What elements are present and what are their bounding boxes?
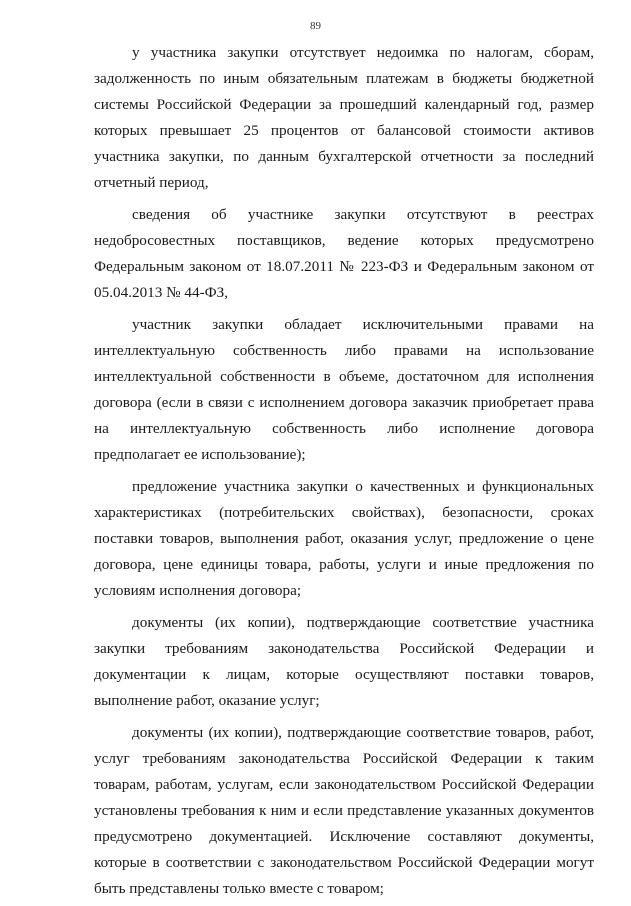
- paragraph-tax-arrears: у участника закупки отсутствует недоимка по налогам, сборам, задолженность по иным обязательным платежам в бюджеты бюджетной системы Российской Федерации за прошедший календарный год, размер которых превышает 25 процентов от балансовой стоимости активов участника закупки, по данным бухгалтерской отчетности за последний отчетный период,: [94, 44, 594, 191]
- page-number: 89: [310, 20, 321, 32]
- paragraph-participant-compliance-documents: документы (их копии), подтверждающие соответствие участника закупки требованиям законодательства Российской Федерации и документации к лицам, которые осуществляют поставки товаров, выполнение работ, оказание услуг;: [94, 614, 594, 709]
- paragraph-goods-compliance-documents: документы (их копии), подтверждающие соответствие товаров, работ, услуг требованиям законодательства Российской Федерации к таким товарам, работам, услугам, если законодательством Российской Федерации установлены требования к ним и если представление указанных документов предусмотрено документацией. Исключение составляют документы, которые в соответствии с законодательством Российской Федерации могут быть представлены только вместе с товаром;: [94, 724, 594, 897]
- document-body: [94, 40, 594, 906]
- paragraph-unreliable-suppliers: сведения об участнике закупки отсутствуют в реестрах недобросовестных поставщиков, ведение которых предусмотрено Федеральным законом от 18.07.2011 № 223-ФЗ и Федеральным законом от 05.04.2013 № 44-ФЗ,: [94, 206, 594, 301]
- paragraph-participant-proposal: предложение участника закупки о качественных и функциональных характеристиках (потребительских свойствах), безопасности, сроках поставки товаров, выполнения работ, оказания услуг, предложение о цене договора, цене единицы товара, работы, услуги и иные предложения по условиям исполнения договора;: [94, 478, 594, 599]
- paragraph-intellectual-property: участник закупки обладает исключительными правами на интеллектуальную собственность либо правами на использование интеллектуальной собственности в объеме, достаточном для исполнения договора (если в связи с исполнением договора заказчик приобретает права на интеллектуальную собственность либо исполнение договора предполагает ее использование);: [94, 316, 594, 463]
